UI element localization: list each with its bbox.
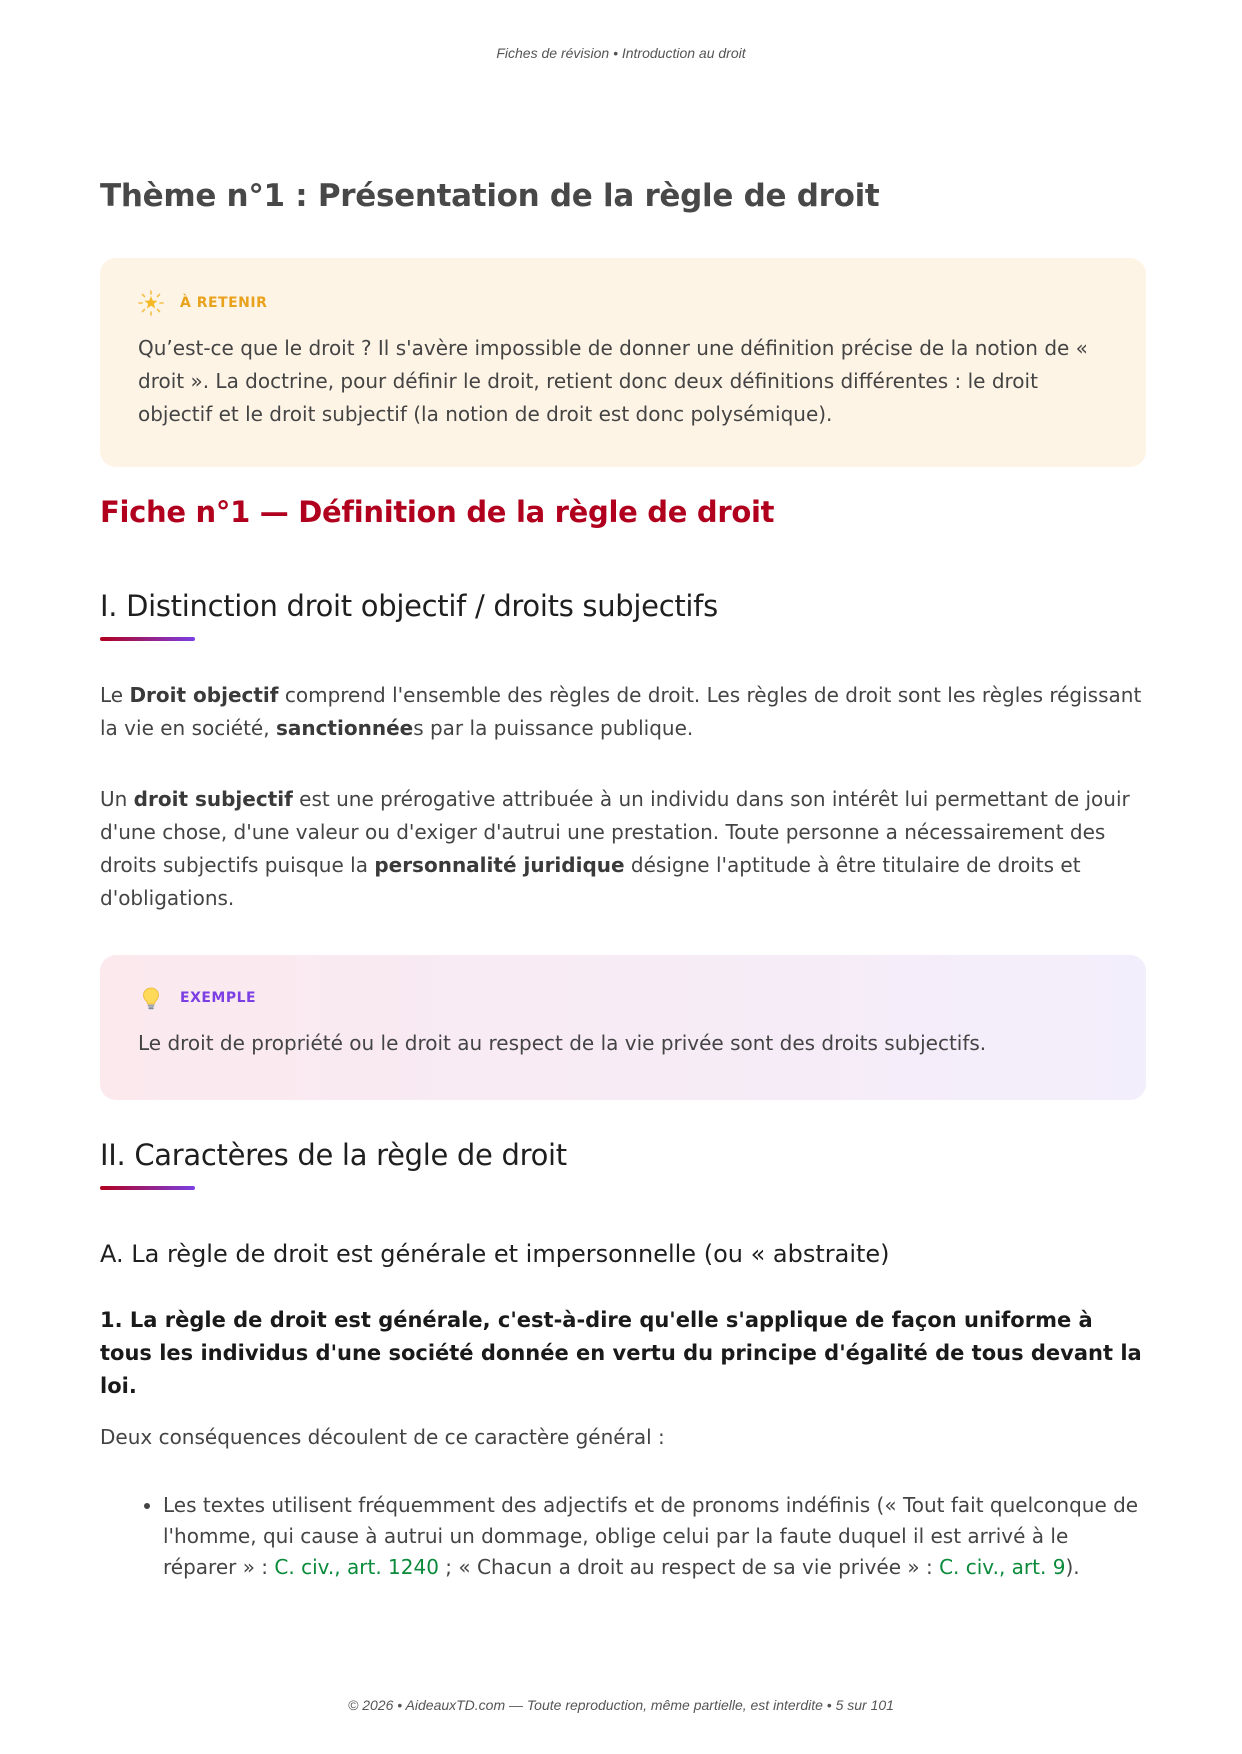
text-run: désigne l'aptitude à être titulaire de droits et d'obligations.: [100, 853, 1081, 910]
retenir-callout: [100, 258, 1146, 467]
bold-term: sanctionnée: [275, 716, 414, 740]
paragraph-droit-objectif: [100, 679, 1146, 745]
exemple-callout-header: [138, 985, 1108, 1011]
retenir-callout-header: [138, 290, 1108, 316]
bold-term: Droit objectif: [129, 683, 279, 707]
paragraph-droit-subjectif: [100, 783, 1146, 915]
page-content: [100, 178, 1146, 1583]
star-icon: [138, 290, 164, 316]
text-run: comprend l'ensemble des règles de droit. Les règles de droit sont les règles régissant la vie en société,: [100, 683, 1142, 740]
paragraph-consequences-intro: Deux conséquences découlent de ce caractère général :: [100, 1425, 665, 1449]
text-run: est une prérogative attribuée à un individu dans son intérêt lui permettant de jouir d'une chose, d'une valeur ou d'exiger d'autrui une prestation. Toute personne a nécessairement des droits subjectifs puisque la: [100, 787, 1130, 877]
text-run: s par la puissance publique.: [413, 716, 694, 740]
subsection-a-title: A. La règle de droit est générale et impersonnelle (ou « abstraite): [100, 1240, 890, 1268]
consequences-list: [100, 1490, 1146, 1583]
section-2-underline: [100, 1186, 195, 1190]
article-reference-link[interactable]: C. civ., art. 1240: [274, 1555, 439, 1579]
section-1-underline: [100, 637, 195, 641]
bold-term: personnalité juridique: [374, 853, 625, 877]
exemple-label: EXEMPLE: [180, 990, 257, 1006]
section-2-title: II. Caractères de la règle de droit: [100, 1138, 567, 1172]
exemple-callout: [100, 955, 1146, 1100]
text-run: Les textes utilisent fréquemment des adjectifs et de pronoms indéfinis (« Tout fait quelconque de l'homme, qui cause à autrui un dommage, oblige celui par la faute duquel il est arrivé à le réparer » :: [163, 1493, 1139, 1579]
theme-title: Thème n°1 : Présentation de la règle de droit: [100, 178, 880, 214]
article-reference-link[interactable]: C. civ., art. 9: [939, 1555, 1066, 1579]
section-1-title: I. Distinction droit objectif / droits subjectifs: [100, 589, 718, 623]
text-run: ).: [1065, 1555, 1080, 1579]
page-header: Fiches de révision • Introduction au droit: [496, 45, 746, 61]
text-run: Un: [100, 787, 134, 811]
bold-term: droit subjectif: [133, 787, 293, 811]
fiche-title: Fiche n°1 — Définition de la règle de droit: [100, 495, 775, 529]
text-run: ; « Chacun a droit au respect de sa vie privée » :: [438, 1555, 940, 1579]
retenir-label: À RETENIR: [180, 295, 268, 311]
page-footer: © 2026 • AideauxTD.com — Toute reproduction, même partielle, est interdite • 5 sur 101: [348, 1697, 894, 1713]
exemple-text: Le droit de propriété ou le droit au respect de la vie privée sont des droits subjectifs.: [138, 1031, 987, 1055]
lightbulb-icon: [138, 985, 164, 1011]
subsection-1-title: 1. La règle de droit est générale, c'est-à-dire qu'elle s'applique de façon uniforme à tous les individus d'une société donnée en vertu du principe d'égalité de tous devant la loi.: [100, 1308, 1142, 1398]
text-run: Le: [100, 683, 130, 707]
retenir-text: Qu’est-ce que le droit ? Il s'avère impossible de donner une définition précise de la notion de « droit ». La doctrine, pour définir le droit, retient donc deux définitions différentes : le droit objectif et le droit subjectif (la notion de droit est donc polysémique).: [138, 336, 1088, 426]
list-item: [163, 1490, 1146, 1583]
